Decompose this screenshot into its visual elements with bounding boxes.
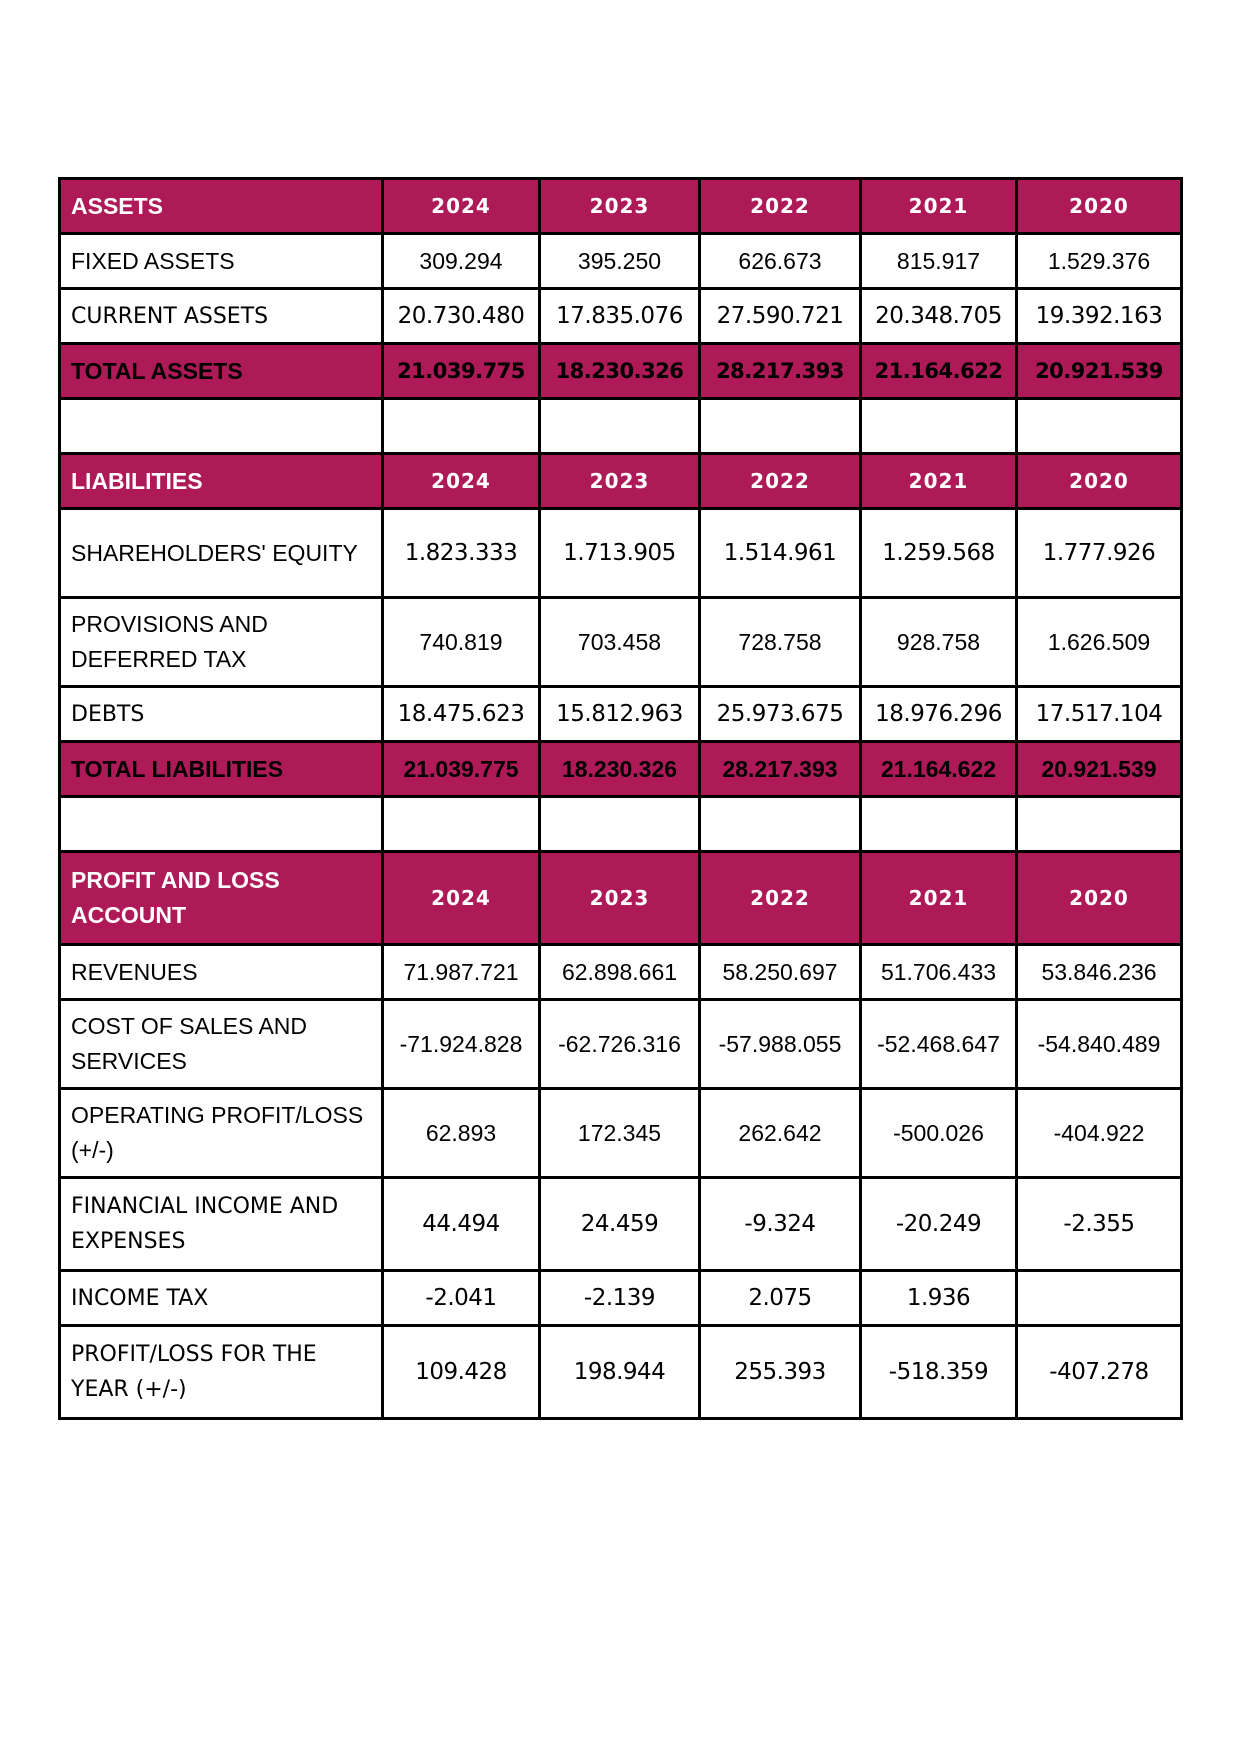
value-cell: 28.217.393: [700, 344, 861, 399]
value-cell: 20.348.705: [861, 289, 1017, 344]
assets-header-label: ASSETS: [60, 179, 383, 234]
value-cell: 172.345: [540, 1089, 700, 1178]
value-cell: 262.642: [700, 1089, 861, 1178]
value-cell: 1.626.509: [1017, 598, 1182, 687]
empty-cell: [60, 399, 383, 454]
year-header: 2020: [1017, 852, 1182, 945]
year-header: 2024: [383, 454, 540, 509]
liabilities-header-label: LIABILITIES: [60, 454, 383, 509]
value-cell: -9.324: [700, 1178, 861, 1271]
provisions-row: [60, 598, 1182, 687]
row-label: TOTAL ASSETS: [60, 344, 383, 399]
value-cell: -500.026: [861, 1089, 1017, 1178]
value-cell: 28.217.393: [700, 742, 861, 797]
empty-cell: [383, 399, 540, 454]
year-header: 2021: [861, 852, 1017, 945]
value-cell: -52.468.647: [861, 1000, 1017, 1089]
empty-cell: [540, 399, 700, 454]
value-cell: 1.713.905: [540, 509, 700, 598]
income-tax-row: [60, 1271, 1182, 1326]
year-header: 2022: [700, 852, 861, 945]
row-label: DEBTS: [60, 687, 383, 742]
row-label: COST OF SALES AND SERVICES: [60, 1000, 383, 1089]
value-cell: -57.988.055: [700, 1000, 861, 1089]
empty-cell: [60, 797, 383, 852]
value-cell: 51.706.433: [861, 945, 1017, 1000]
value-cell: 15.812.963: [540, 687, 700, 742]
value-cell: 1.259.568: [861, 509, 1017, 598]
year-header: 2024: [383, 852, 540, 945]
value-cell: 62.893: [383, 1089, 540, 1178]
assets-header-row: [60, 179, 1182, 234]
value-cell: 928.758: [861, 598, 1017, 687]
operating-row: [60, 1089, 1182, 1178]
profit-year-row: [60, 1326, 1182, 1419]
equity-row: [60, 509, 1182, 598]
row-label: FIXED ASSETS: [60, 234, 383, 289]
value-cell: 58.250.697: [700, 945, 861, 1000]
year-header: 2024: [383, 179, 540, 234]
year-header: 2021: [861, 454, 1017, 509]
value-cell: 1.823.333: [383, 509, 540, 598]
value-cell: 1.514.961: [700, 509, 861, 598]
value-cell: 2.075: [700, 1271, 861, 1326]
empty-cell: [383, 797, 540, 852]
value-cell: 395.250: [540, 234, 700, 289]
total-liabilities-row: [60, 742, 1182, 797]
year-header: 2022: [700, 454, 861, 509]
empty-cell: [1017, 797, 1182, 852]
value-cell: 21.164.622: [861, 344, 1017, 399]
current-assets-row: [60, 289, 1182, 344]
value-cell: -404.922: [1017, 1089, 1182, 1178]
total-assets-row: [60, 344, 1182, 399]
value-cell: -407.278: [1017, 1326, 1182, 1419]
value-cell: 17.835.076: [540, 289, 700, 344]
value-cell: 62.898.661: [540, 945, 700, 1000]
value-cell: 18.230.326: [540, 742, 700, 797]
value-cell: 27.590.721: [700, 289, 861, 344]
value-cell: 740.819: [383, 598, 540, 687]
value-cell: 255.393: [700, 1326, 861, 1419]
value-cell: -54.840.489: [1017, 1000, 1182, 1089]
value-cell: 71.987.721: [383, 945, 540, 1000]
financial-row: [60, 1178, 1182, 1271]
empty-cell: [700, 399, 861, 454]
value-cell: 198.944: [540, 1326, 700, 1419]
value-cell: -2.041: [383, 1271, 540, 1326]
value-cell: 18.230.326: [540, 344, 700, 399]
empty-cell: [700, 797, 861, 852]
value-cell: 20.921.539: [1017, 344, 1182, 399]
empty-cell: [861, 797, 1017, 852]
value-cell: 1.936: [861, 1271, 1017, 1326]
year-header: 2020: [1017, 454, 1182, 509]
empty-cell: [861, 399, 1017, 454]
value-cell: 44.494: [383, 1178, 540, 1271]
value-cell: -71.924.828: [383, 1000, 540, 1089]
spacer-row: [60, 797, 1182, 852]
profit-loss-header-row: [60, 852, 1182, 945]
row-label: INCOME TAX: [60, 1271, 383, 1326]
revenues-row: [60, 945, 1182, 1000]
value-cell: -62.726.316: [540, 1000, 700, 1089]
value-cell: 25.973.675: [700, 687, 861, 742]
empty-cell: [540, 797, 700, 852]
value-cell: 18.976.296: [861, 687, 1017, 742]
value-cell: 19.392.163: [1017, 289, 1182, 344]
row-label: PROVISIONS AND DEFERRED TAX: [60, 598, 383, 687]
value-cell: [1017, 1271, 1182, 1326]
year-header: 2023: [540, 852, 700, 945]
value-cell: 309.294: [383, 234, 540, 289]
value-cell: 21.039.775: [383, 742, 540, 797]
value-cell: 626.673: [700, 234, 861, 289]
row-label: PROFIT/LOSS FOR THE YEAR (+/-): [60, 1326, 383, 1419]
spacer-row: [60, 399, 1182, 454]
row-label: OPERATING PROFIT/LOSS (+/-): [60, 1089, 383, 1178]
year-header: 2020: [1017, 179, 1182, 234]
row-label: CURRENT ASSETS: [60, 289, 383, 344]
value-cell: 1.777.926: [1017, 509, 1182, 598]
financial-table: [58, 177, 1183, 1420]
value-cell: 703.458: [540, 598, 700, 687]
value-cell: 53.846.236: [1017, 945, 1182, 1000]
value-cell: 18.475.623: [383, 687, 540, 742]
value-cell: 1.529.376: [1017, 234, 1182, 289]
profit-loss-header-label: PROFIT AND LOSS ACCOUNT: [60, 852, 383, 945]
value-cell: -20.249: [861, 1178, 1017, 1271]
value-cell: 24.459: [540, 1178, 700, 1271]
value-cell: -2.139: [540, 1271, 700, 1326]
row-label: FINANCIAL INCOME AND EXPENSES: [60, 1178, 383, 1271]
value-cell: 728.758: [700, 598, 861, 687]
value-cell: 20.921.539: [1017, 742, 1182, 797]
value-cell: -2.355: [1017, 1178, 1182, 1271]
fixed-assets-row: [60, 234, 1182, 289]
liabilities-header-row: [60, 454, 1182, 509]
value-cell: 109.428: [383, 1326, 540, 1419]
row-label: REVENUES: [60, 945, 383, 1000]
year-header: 2023: [540, 454, 700, 509]
value-cell: 17.517.104: [1017, 687, 1182, 742]
value-cell: 21.164.622: [861, 742, 1017, 797]
row-label: SHAREHOLDERS' EQUITY: [60, 509, 383, 598]
cost-of-sales-row: [60, 1000, 1182, 1089]
value-cell: 815.917: [861, 234, 1017, 289]
debts-row: [60, 687, 1182, 742]
empty-cell: [1017, 399, 1182, 454]
row-label: TOTAL LIABILITIES: [60, 742, 383, 797]
year-header: 2022: [700, 179, 861, 234]
year-header: 2023: [540, 179, 700, 234]
value-cell: 20.730.480: [383, 289, 540, 344]
year-header: 2021: [861, 179, 1017, 234]
value-cell: -518.359: [861, 1326, 1017, 1419]
value-cell: 21.039.775: [383, 344, 540, 399]
